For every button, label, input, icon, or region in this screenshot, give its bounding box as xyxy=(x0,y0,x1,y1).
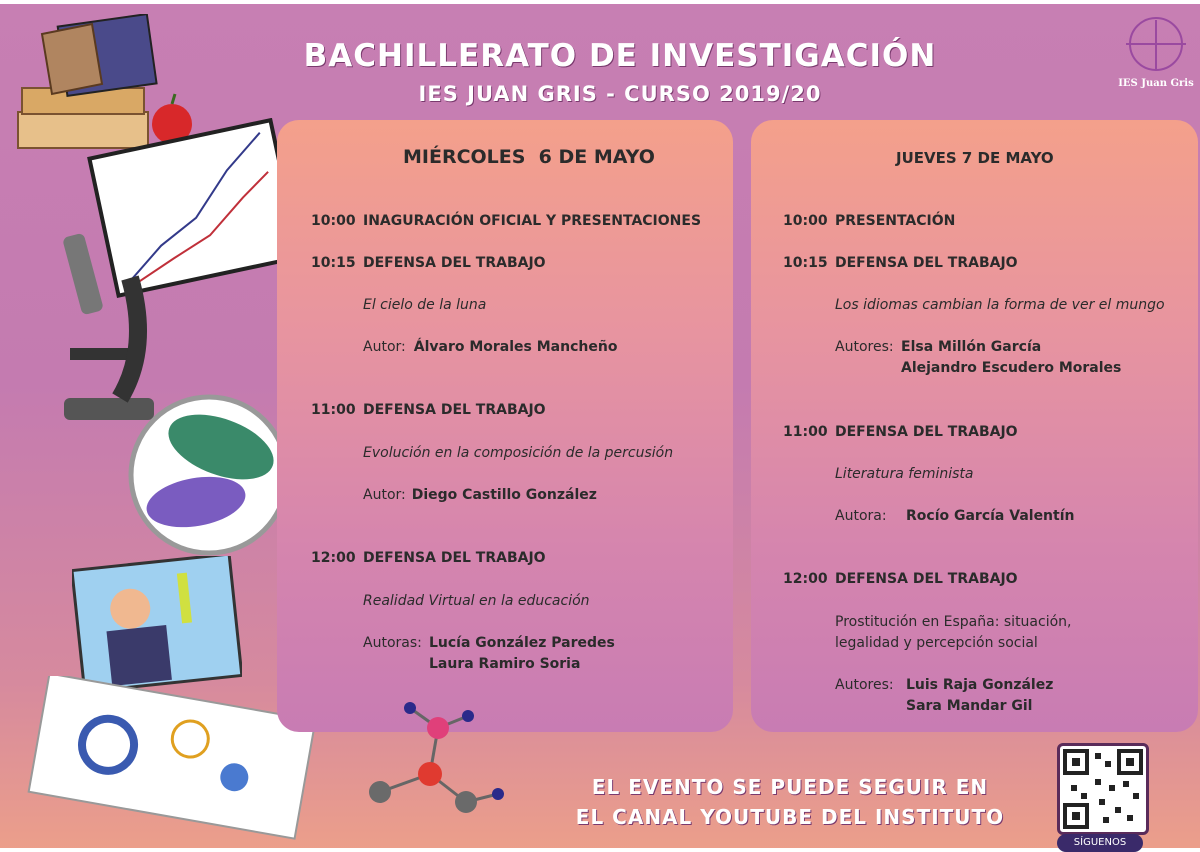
cells-illustration xyxy=(126,392,292,558)
author-label: Autor: xyxy=(363,487,406,503)
day1-event2 xyxy=(311,255,546,271)
event-label: DEFENSA DEL TRABAJO xyxy=(835,424,1018,440)
footer-line1: EL EVENTO SE PUEDE SEGUIR EN xyxy=(591,775,989,799)
event-time: 10:15 xyxy=(783,255,828,271)
event-label: DEFENSA DEL TRABAJO xyxy=(835,571,1018,587)
work-title: Evolución en la composición de la percusión xyxy=(363,445,674,461)
author-name-2: Alejandro Escudero Morales xyxy=(901,360,1122,376)
author-name-2: Laura Ramiro Soria xyxy=(429,656,581,672)
event-time: 10:00 xyxy=(311,213,356,229)
event-time: 11:00 xyxy=(783,424,828,440)
author-name-2: Sara Mandar Gil xyxy=(906,698,1033,714)
page-subtitle: IES JUAN GRIS - CURSO 2019/20 xyxy=(418,82,822,106)
event-label: DEFENSA DEL TRABAJO xyxy=(835,255,1018,271)
author-label: Autoras: xyxy=(363,635,422,651)
molecule-illustration xyxy=(360,698,510,818)
scientist-illustration xyxy=(72,556,242,691)
author-name: Diego Castillo González xyxy=(411,487,597,503)
author-line xyxy=(363,635,615,651)
event-time: 12:00 xyxy=(311,550,356,566)
follow-label: SÍGUENOS xyxy=(1073,837,1127,848)
day2-event2 xyxy=(783,255,1018,271)
work-title: Los idiomas cambian la forma de ver el mungo xyxy=(835,297,1165,313)
author-name: Elsa Millón García xyxy=(901,339,1042,355)
day2-event3 xyxy=(783,424,1018,440)
author-name: Álvaro Morales Mancheño xyxy=(413,339,618,355)
day2-panel xyxy=(751,120,1198,732)
day2-event4 xyxy=(783,571,1018,587)
author-label: Autor: xyxy=(363,339,406,355)
author-line xyxy=(363,339,617,355)
vitruvian-icon xyxy=(1116,14,1196,74)
doodle-illustration xyxy=(26,676,316,848)
follow-button[interactable] xyxy=(1057,834,1143,852)
day1-event3 xyxy=(311,402,546,418)
author-label: Autores: xyxy=(835,339,894,355)
event-time: 11:00 xyxy=(311,402,356,418)
author-name: Lucía González Paredes xyxy=(429,635,615,651)
author-line xyxy=(363,487,597,503)
author-label: Autores: xyxy=(835,677,894,693)
work-title: El cielo de la luna xyxy=(363,297,487,313)
event-label: PRESENTACIÓN xyxy=(835,213,956,229)
event-label: DEFENSA DEL TRABAJO xyxy=(363,402,546,418)
work-title: Literatura feminista xyxy=(835,466,974,482)
event-label: DEFENSA DEL TRABAJO xyxy=(363,255,546,271)
work-title: Realidad Virtual en la educación xyxy=(363,593,590,609)
event-time: 10:00 xyxy=(783,213,828,229)
footer-line2: EL CANAL YOUTUBE DEL INSTITUTO xyxy=(575,805,1005,829)
page-title: BACHILLERATO DE INVESTIGACIÓN xyxy=(303,38,937,74)
day1-event1 xyxy=(311,213,701,229)
event-time: 12:00 xyxy=(783,571,828,587)
event-label: INAGURACIÓN OFICIAL Y PRESENTACIONES xyxy=(363,213,702,229)
author-label: Autora: xyxy=(835,508,887,524)
author-name: Luis Raja González xyxy=(906,677,1054,693)
logo-text: IES Juan Gris xyxy=(1118,78,1194,89)
school-logo xyxy=(1116,14,1196,94)
day2-event1 xyxy=(783,213,955,229)
author-line xyxy=(835,508,1075,524)
event-label: DEFENSA DEL TRABAJO xyxy=(363,550,546,566)
day1-panel xyxy=(277,120,733,732)
day1-title: MIÉRCOLES 6 DE MAYO xyxy=(403,146,655,168)
author-line xyxy=(835,677,1053,693)
day1-event4 xyxy=(311,550,546,566)
event-time: 10:15 xyxy=(311,255,356,271)
author-name: Rocío García Valentín xyxy=(906,508,1075,524)
author-line xyxy=(835,339,1041,355)
day2-title: JUEVES 7 DE MAYO xyxy=(896,149,1054,167)
work-title-line1: Prostitución en España: situación, xyxy=(835,614,1072,630)
qr-code-icon xyxy=(1063,749,1143,829)
qr-code[interactable] xyxy=(1057,743,1149,835)
work-title-line2: legalidad y percepción social xyxy=(835,635,1038,651)
